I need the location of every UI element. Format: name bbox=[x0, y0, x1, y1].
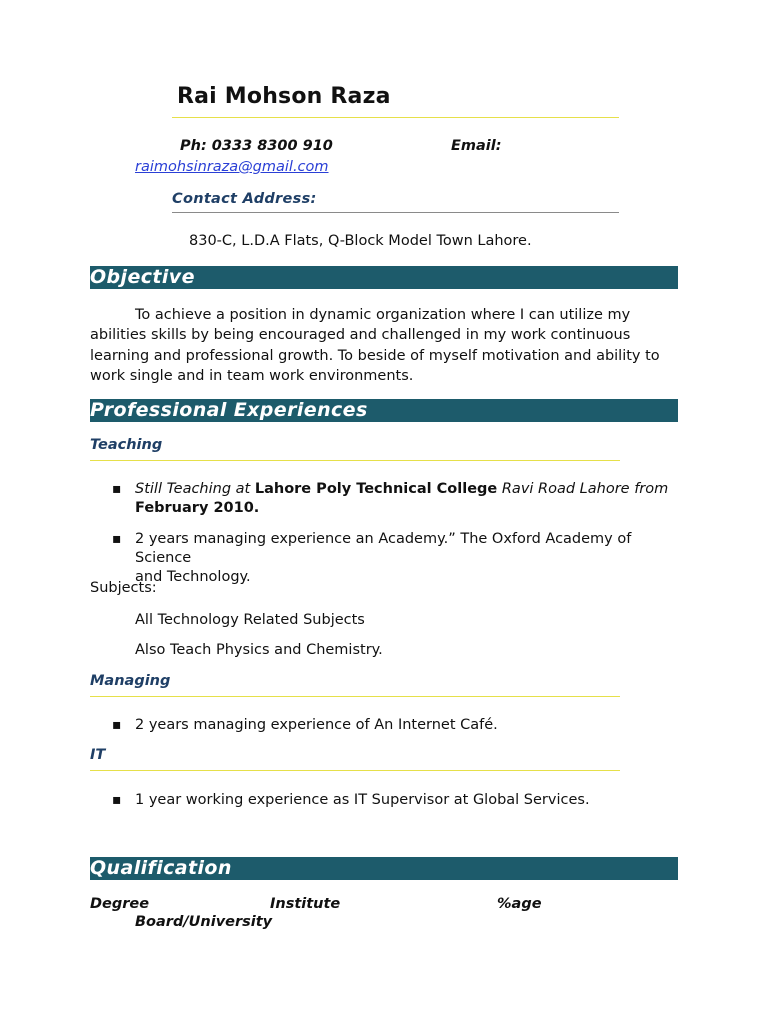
college-name: Lahore Poly Technical College bbox=[254, 481, 498, 497]
contact-address-label: Contact Address: bbox=[172, 191, 317, 207]
teaching-item-2-line2: and Technology. bbox=[135, 569, 251, 585]
column-percentage: %age bbox=[497, 896, 542, 912]
managing-divider bbox=[90, 696, 620, 697]
it-divider bbox=[90, 770, 620, 771]
teaching-item-1-location: Ravi Road Lahore from bbox=[497, 481, 669, 497]
email-link[interactable]: raimohsinraza@gmail.com bbox=[135, 159, 329, 175]
square-bullet-icon: ▪ bbox=[112, 531, 122, 547]
it-subheading: IT bbox=[90, 747, 106, 763]
experience-heading: Professional Experiences bbox=[90, 399, 678, 422]
square-bullet-icon: ▪ bbox=[112, 792, 122, 808]
managing-subheading: Managing bbox=[90, 673, 171, 689]
subject-item-2: Also Teach Physics and Chemistry. bbox=[135, 642, 383, 658]
teaching-item-2 bbox=[135, 530, 680, 587]
managing-item-1: 2 years managing experience of An Internet Café. bbox=[135, 717, 498, 733]
column-board-university: Board/University bbox=[135, 914, 273, 930]
subjects-label: Subjects: bbox=[90, 580, 157, 596]
phone-number: Ph: 0333 8300 910 bbox=[180, 138, 333, 154]
candidate-name: Rai Mohson Raza bbox=[177, 84, 391, 109]
objective-text bbox=[90, 305, 680, 386]
teaching-divider bbox=[90, 460, 620, 461]
column-degree: Degree bbox=[90, 896, 150, 912]
email-label: Email: bbox=[451, 138, 502, 154]
teaching-item-1-date: February 2010. bbox=[135, 500, 260, 516]
objective-paragraph: To achieve a position in dynamic organization where I can utilize my abilities skills by being encouraged and challenged in my work continuous learning and professional growth. To beside of myself motivation and ability to work single and in team work environments. bbox=[90, 307, 660, 384]
teaching-subheading: Teaching bbox=[90, 437, 163, 453]
teaching-item-1 bbox=[135, 480, 680, 518]
subject-item-1: All Technology Related Subjects bbox=[135, 612, 365, 628]
square-bullet-icon: ▪ bbox=[112, 481, 122, 497]
square-bullet-icon: ▪ bbox=[112, 717, 122, 733]
name-divider bbox=[172, 117, 619, 118]
column-institute: Institute bbox=[270, 896, 341, 912]
teaching-item-1-prefix: Still Teaching at bbox=[135, 481, 255, 497]
contact-divider bbox=[172, 212, 619, 213]
contact-address: 830-C, L.D.A Flats, Q-Block Model Town Lahore. bbox=[189, 233, 532, 249]
qualification-heading: Qualification bbox=[90, 857, 678, 880]
teaching-item-2-line1: 2 years managing experience an Academy.” The Oxford Academy of Science bbox=[135, 531, 632, 566]
objective-heading: Objective bbox=[90, 266, 678, 289]
it-item-1: 1 year working experience as IT Supervisor at Global Services. bbox=[135, 792, 590, 808]
